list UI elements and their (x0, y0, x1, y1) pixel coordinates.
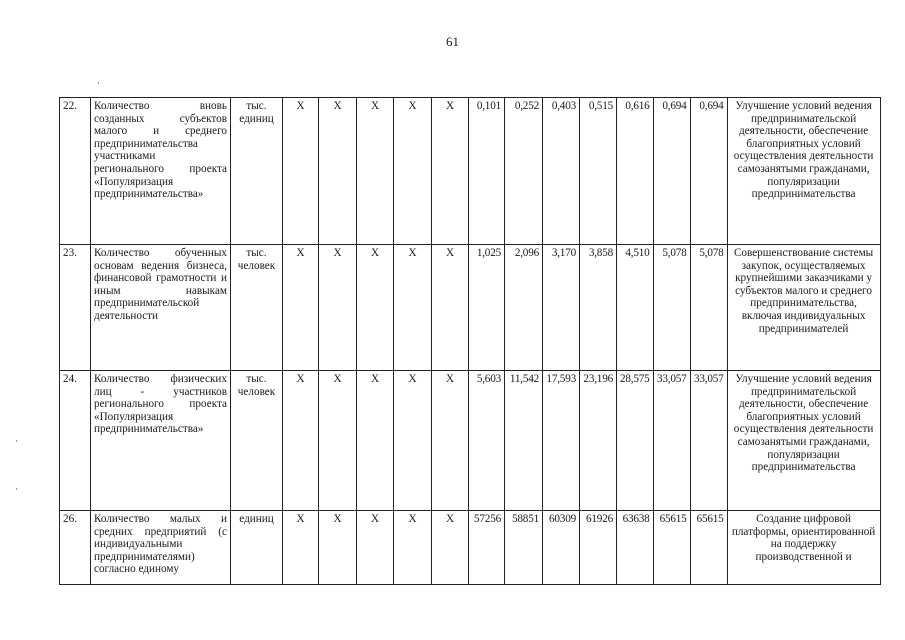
x-cell: X (319, 371, 357, 511)
value-cell: 0,252 (505, 98, 543, 245)
value-cell: 57256 (469, 511, 505, 585)
x-cell: X (432, 511, 469, 585)
x-cell: X (432, 245, 469, 371)
value-cell: 58851 (505, 511, 543, 585)
x-cell: X (283, 98, 319, 245)
table-row (60, 245, 881, 371)
indicator-name: Количество вновь созданных субъектов малого и среднего предпринимательства участниками регионального проекта «Популяризация предпринимательства» (91, 98, 231, 245)
x-cell: X (319, 511, 357, 585)
value-cell: 0,101 (469, 98, 505, 245)
x-cell: X (394, 98, 432, 245)
value-cell: 63638 (617, 511, 654, 585)
value-cell: 17,593 (543, 371, 580, 511)
value-cell: 65615 (690, 511, 727, 585)
row-number: 23. (60, 245, 91, 371)
indicator-name: Количество малых и средних предприятий (с индивидуальными предпринимателями) согласно единому (91, 511, 231, 585)
value-cell: 4,510 (617, 245, 654, 371)
value-cell: 3,858 (580, 245, 617, 371)
x-cell: X (283, 371, 319, 511)
page-number: 61 (446, 34, 459, 49)
description-cell: Улучшение условий ведения предпринимательской деятельности, обеспечение благоприятных условий осуществления деятельности самозанятыми гражданами, популяризации предпринимательства (727, 98, 880, 245)
indicator-name: Количество физических лиц - участников регионального проекта «Популяризация предпринимательства» (91, 371, 231, 511)
x-cell: X (432, 371, 469, 511)
table-row (60, 511, 881, 585)
x-cell: X (394, 245, 432, 371)
value-cell: 3,170 (543, 245, 580, 371)
x-cell: X (357, 98, 394, 245)
x-cell: X (283, 245, 319, 371)
value-cell: 33,057 (690, 371, 727, 511)
scan-speck (98, 82, 99, 84)
x-cell: X (319, 245, 357, 371)
x-cell: X (319, 98, 357, 245)
value-cell: 5,603 (469, 371, 505, 511)
value-cell: 60309 (543, 511, 580, 585)
row-number: 26. (60, 511, 91, 585)
description-cell: Совершенствование системы закупок, осуществляемых крупнейшими заказчиками у субъектов малого и среднего предпринимательства, включая индивидуальных предпринимателей (727, 245, 880, 371)
value-cell: 28,575 (617, 371, 654, 511)
value-cell: 23,196 (580, 371, 617, 511)
table-row (60, 371, 881, 511)
table-row (60, 98, 881, 245)
value-cell: 65615 (653, 511, 690, 585)
value-cell: 33,057 (653, 371, 690, 511)
unit-cell: тыс. человек (231, 371, 283, 511)
value-cell: 0,616 (617, 98, 654, 245)
unit-cell: тыс. единиц (231, 98, 283, 245)
x-cell: X (357, 371, 394, 511)
value-cell: 61926 (580, 511, 617, 585)
x-cell: X (394, 511, 432, 585)
row-number: 24. (60, 371, 91, 511)
value-cell: 0,694 (653, 98, 690, 245)
unit-cell: тыс. человек (231, 245, 283, 371)
value-cell: 0,694 (690, 98, 727, 245)
unit-cell: единиц (231, 511, 283, 585)
x-cell: X (357, 245, 394, 371)
indicators-table (59, 97, 881, 585)
value-cell: 0,515 (580, 98, 617, 245)
row-number: 22. (60, 98, 91, 245)
description-cell: Создание цифровой платформы, ориентированной на поддержку производственной и (727, 511, 880, 585)
value-cell: 5,078 (653, 245, 690, 371)
value-cell: 5,078 (690, 245, 727, 371)
description-cell: Улучшение условий ведения предпринимательской деятельности, обеспечение благоприятных условий осуществления деятельности самозанятыми гражданами, популяризации предпринимательства (727, 371, 880, 511)
scan-speck (16, 488, 17, 490)
x-cell: X (394, 371, 432, 511)
x-cell: X (357, 511, 394, 585)
value-cell: 2,096 (505, 245, 543, 371)
indicator-name: Количество обученных основам ведения бизнеса, финансовой грамотности и иным навыкам предпринимательской деятельности (91, 245, 231, 371)
x-cell: X (283, 511, 319, 585)
scan-speck (16, 440, 17, 442)
value-cell: 1,025 (469, 245, 505, 371)
value-cell: 11,542 (505, 371, 543, 511)
value-cell: 0,403 (543, 98, 580, 245)
x-cell: X (432, 98, 469, 245)
